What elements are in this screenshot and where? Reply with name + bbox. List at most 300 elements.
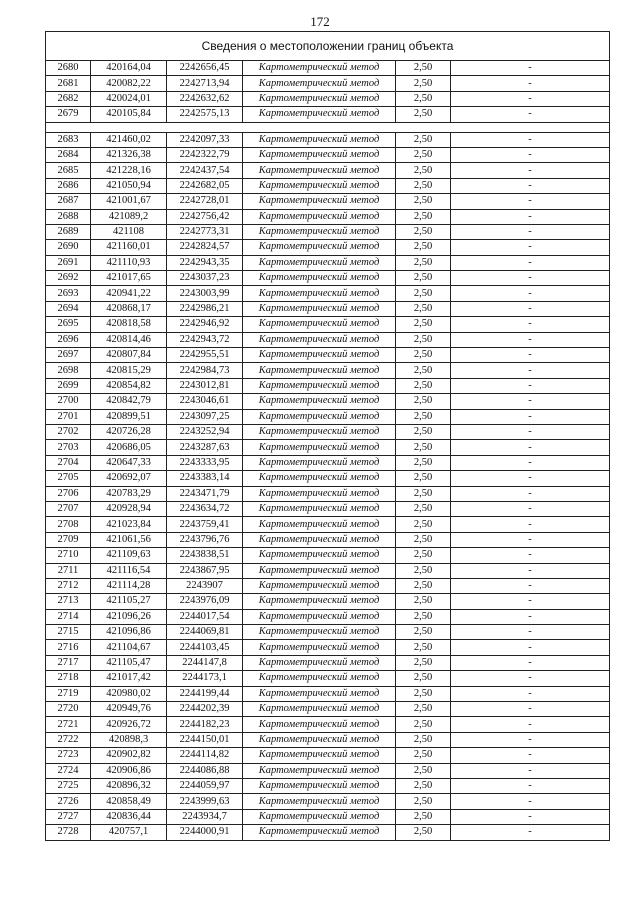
y-coordinate-cell: 2242575,13 <box>167 107 243 122</box>
description-cell: - <box>451 76 610 91</box>
method-cell: Картометрический метод <box>243 394 396 409</box>
method-cell: Картометрический метод <box>243 255 396 270</box>
y-coordinate-cell: 2242728,01 <box>167 194 243 209</box>
point-number-cell: 2721 <box>46 717 91 732</box>
y-coordinate-cell: 2242097,33 <box>167 132 243 147</box>
table-row <box>46 486 610 501</box>
point-number-cell: 2698 <box>46 363 91 378</box>
description-cell: - <box>451 317 610 332</box>
method-cell: Картометрический метод <box>243 440 396 455</box>
x-coordinate-cell: 421089,2 <box>91 209 167 224</box>
point-number-cell: 2727 <box>46 809 91 824</box>
description-cell: - <box>451 594 610 609</box>
accuracy-cell: 2,50 <box>396 609 451 624</box>
x-coordinate-cell: 420928,94 <box>91 501 167 516</box>
method-cell: Картометрический метод <box>243 625 396 640</box>
table-row <box>46 255 610 270</box>
accuracy-cell: 2,50 <box>396 809 451 824</box>
table-row <box>46 809 610 824</box>
y-coordinate-cell: 2243252,94 <box>167 424 243 439</box>
x-coordinate-cell: 421460,02 <box>91 132 167 147</box>
table-row <box>46 609 610 624</box>
method-cell: Картометрический метод <box>243 717 396 732</box>
accuracy-cell: 2,50 <box>396 717 451 732</box>
table-row <box>46 563 610 578</box>
method-cell: Картометрический метод <box>243 825 396 840</box>
x-coordinate-cell: 420836,44 <box>91 809 167 824</box>
accuracy-cell: 2,50 <box>396 163 451 178</box>
accuracy-cell: 2,50 <box>396 625 451 640</box>
table-row <box>46 271 610 286</box>
method-cell: Картометрический метод <box>243 107 396 122</box>
table-row <box>46 655 610 670</box>
description-cell: - <box>451 286 610 301</box>
page-number: 172 <box>310 14 330 29</box>
method-cell: Картометрический метод <box>243 348 396 363</box>
point-number-cell: 2706 <box>46 486 91 501</box>
point-number-cell: 2704 <box>46 455 91 470</box>
description-cell: - <box>451 348 610 363</box>
method-cell: Картометрический метод <box>243 378 396 393</box>
y-coordinate-cell: 2242984,73 <box>167 363 243 378</box>
point-number-cell: 2685 <box>46 163 91 178</box>
method-cell: Картометрический метод <box>243 732 396 747</box>
table-row <box>46 763 610 778</box>
x-coordinate-cell: 420757,1 <box>91 825 167 840</box>
x-coordinate-cell: 420902,82 <box>91 748 167 763</box>
method-cell: Картометрический метод <box>243 763 396 778</box>
accuracy-cell: 2,50 <box>396 317 451 332</box>
description-cell: - <box>451 471 610 486</box>
y-coordinate-cell: 2243999,63 <box>167 794 243 809</box>
point-number-cell: 2703 <box>46 440 91 455</box>
description-cell: - <box>451 702 610 717</box>
table-row <box>46 717 610 732</box>
x-coordinate-cell: 421114,28 <box>91 578 167 593</box>
method-cell: Картометрический метод <box>243 194 396 209</box>
x-coordinate-cell: 421108 <box>91 224 167 239</box>
description-cell: - <box>451 732 610 747</box>
point-number-cell: 2683 <box>46 132 91 147</box>
x-coordinate-cell: 421061,56 <box>91 532 167 547</box>
y-coordinate-cell: 2243383,14 <box>167 471 243 486</box>
point-number-cell: 2684 <box>46 147 91 162</box>
point-number-cell: 2708 <box>46 517 91 532</box>
point-number-cell: 2723 <box>46 748 91 763</box>
accuracy-cell: 2,50 <box>396 548 451 563</box>
point-number-cell: 2715 <box>46 625 91 640</box>
x-coordinate-cell: 420898,3 <box>91 732 167 747</box>
point-number-cell: 2711 <box>46 563 91 578</box>
x-coordinate-cell: 421110,93 <box>91 255 167 270</box>
description-cell: - <box>451 655 610 670</box>
method-cell: Картометрический метод <box>243 609 396 624</box>
accuracy-cell: 2,50 <box>396 794 451 809</box>
point-number-cell: 2681 <box>46 76 91 91</box>
method-cell: Картометрический метод <box>243 91 396 106</box>
accuracy-cell: 2,50 <box>396 732 451 747</box>
description-cell: - <box>451 671 610 686</box>
description-cell: - <box>451 224 610 239</box>
table-row <box>46 286 610 301</box>
method-cell: Картометрический метод <box>243 76 396 91</box>
x-coordinate-cell: 420815,29 <box>91 363 167 378</box>
accuracy-cell: 2,50 <box>396 686 451 701</box>
x-coordinate-cell: 420783,29 <box>91 486 167 501</box>
description-cell: - <box>451 532 610 547</box>
point-number-cell: 2694 <box>46 301 91 316</box>
table-row <box>46 532 610 547</box>
method-cell: Картометрический метод <box>243 317 396 332</box>
y-coordinate-cell: 2243907 <box>167 578 243 593</box>
y-coordinate-cell: 2244059,97 <box>167 778 243 793</box>
x-coordinate-cell: 421160,01 <box>91 240 167 255</box>
y-coordinate-cell: 2243046,61 <box>167 394 243 409</box>
method-cell: Картометрический метод <box>243 532 396 547</box>
x-coordinate-cell: 420164,04 <box>91 61 167 76</box>
description-cell: - <box>451 132 610 147</box>
point-number-cell: 2722 <box>46 732 91 747</box>
point-number-cell: 2689 <box>46 224 91 239</box>
description-cell: - <box>451 501 610 516</box>
accuracy-cell: 2,50 <box>396 825 451 840</box>
x-coordinate-cell: 421050,94 <box>91 178 167 193</box>
point-number-cell: 2692 <box>46 271 91 286</box>
x-coordinate-cell: 420906,86 <box>91 763 167 778</box>
description-cell: - <box>451 809 610 824</box>
y-coordinate-cell: 2244173,1 <box>167 671 243 686</box>
y-coordinate-cell: 2242946,92 <box>167 317 243 332</box>
x-coordinate-cell: 421116,54 <box>91 563 167 578</box>
description-cell: - <box>451 609 610 624</box>
accuracy-cell: 2,50 <box>396 440 451 455</box>
accuracy-cell: 2,50 <box>396 178 451 193</box>
x-coordinate-cell: 421105,27 <box>91 594 167 609</box>
point-number-cell: 2701 <box>46 409 91 424</box>
point-number-cell: 2697 <box>46 348 91 363</box>
x-coordinate-cell: 421096,26 <box>91 609 167 624</box>
description-cell: - <box>451 625 610 640</box>
table-row <box>46 825 610 840</box>
point-number-cell: 2718 <box>46 671 91 686</box>
method-cell: Картометрический метод <box>243 655 396 670</box>
y-coordinate-cell: 2242955,51 <box>167 348 243 363</box>
boundary-table <box>45 31 610 841</box>
description-cell: - <box>451 578 610 593</box>
table-row <box>46 794 610 809</box>
table-row <box>46 132 610 147</box>
accuracy-cell: 2,50 <box>396 702 451 717</box>
accuracy-cell: 2,50 <box>396 563 451 578</box>
y-coordinate-cell: 2243867,95 <box>167 563 243 578</box>
table-row <box>46 194 610 209</box>
method-cell: Картометрический метод <box>243 778 396 793</box>
point-number-cell: 2691 <box>46 255 91 270</box>
method-cell: Картометрический метод <box>243 794 396 809</box>
table-row <box>46 732 610 747</box>
y-coordinate-cell: 2244114,82 <box>167 748 243 763</box>
table-row <box>46 317 610 332</box>
description-cell: - <box>451 763 610 778</box>
y-coordinate-cell: 2244147,8 <box>167 655 243 670</box>
y-coordinate-cell: 2244103,45 <box>167 640 243 655</box>
accuracy-cell: 2,50 <box>396 409 451 424</box>
point-number-cell: 2719 <box>46 686 91 701</box>
x-coordinate-cell: 420980,02 <box>91 686 167 701</box>
x-coordinate-cell: 420105,84 <box>91 107 167 122</box>
y-coordinate-cell: 2242437,54 <box>167 163 243 178</box>
x-coordinate-cell: 421017,42 <box>91 671 167 686</box>
table-row <box>46 594 610 609</box>
group-separator-cell <box>46 122 610 132</box>
x-coordinate-cell: 421017,65 <box>91 271 167 286</box>
x-coordinate-cell: 420686,05 <box>91 440 167 455</box>
y-coordinate-cell: 2244150,01 <box>167 732 243 747</box>
method-cell: Картометрический метод <box>243 424 396 439</box>
x-coordinate-cell: 420854,82 <box>91 378 167 393</box>
method-cell: Картометрический метод <box>243 594 396 609</box>
accuracy-cell: 2,50 <box>396 671 451 686</box>
description-cell: - <box>451 240 610 255</box>
description-cell: - <box>451 409 610 424</box>
y-coordinate-cell: 2242986,21 <box>167 301 243 316</box>
x-coordinate-cell: 420647,33 <box>91 455 167 470</box>
accuracy-cell: 2,50 <box>396 655 451 670</box>
x-coordinate-cell: 420868,17 <box>91 301 167 316</box>
table-row <box>46 578 610 593</box>
accuracy-cell: 2,50 <box>396 209 451 224</box>
method-cell: Картометрический метод <box>243 748 396 763</box>
accuracy-cell: 2,50 <box>396 532 451 547</box>
table-title-row <box>46 32 610 61</box>
description-cell: - <box>451 147 610 162</box>
y-coordinate-cell: 2242943,72 <box>167 332 243 347</box>
accuracy-cell: 2,50 <box>396 332 451 347</box>
description-cell: - <box>451 748 610 763</box>
table-row <box>46 178 610 193</box>
x-coordinate-cell: 421326,38 <box>91 147 167 162</box>
method-cell: Картометрический метод <box>243 209 396 224</box>
description-cell: - <box>451 548 610 563</box>
method-cell: Картометрический метод <box>243 809 396 824</box>
y-coordinate-cell: 2243976,09 <box>167 594 243 609</box>
accuracy-cell: 2,50 <box>396 348 451 363</box>
y-coordinate-cell: 2243003,99 <box>167 286 243 301</box>
accuracy-cell: 2,50 <box>396 763 451 778</box>
y-coordinate-cell: 2244000,91 <box>167 825 243 840</box>
y-coordinate-cell: 2244069,81 <box>167 625 243 640</box>
method-cell: Картометрический метод <box>243 640 396 655</box>
y-coordinate-cell: 2243471,79 <box>167 486 243 501</box>
point-number-cell: 2725 <box>46 778 91 793</box>
x-coordinate-cell: 421001,67 <box>91 194 167 209</box>
x-coordinate-cell: 420726,28 <box>91 424 167 439</box>
x-coordinate-cell: 421228,16 <box>91 163 167 178</box>
accuracy-cell: 2,50 <box>396 363 451 378</box>
x-coordinate-cell: 420082,22 <box>91 76 167 91</box>
y-coordinate-cell: 2243097,25 <box>167 409 243 424</box>
accuracy-cell: 2,50 <box>396 271 451 286</box>
accuracy-cell: 2,50 <box>396 240 451 255</box>
y-coordinate-cell: 2242322,79 <box>167 147 243 162</box>
table-row <box>46 471 610 486</box>
y-coordinate-cell: 2242656,45 <box>167 61 243 76</box>
table-row <box>46 625 610 640</box>
x-coordinate-cell: 420814,46 <box>91 332 167 347</box>
table-title: Сведения о местоположении границ объекта <box>46 32 610 61</box>
y-coordinate-cell: 2242943,35 <box>167 255 243 270</box>
accuracy-cell: 2,50 <box>396 61 451 76</box>
y-coordinate-cell: 2242632,62 <box>167 91 243 106</box>
method-cell: Картометрический метод <box>243 363 396 378</box>
x-coordinate-cell: 421023,84 <box>91 517 167 532</box>
description-cell: - <box>451 91 610 106</box>
accuracy-cell: 2,50 <box>396 455 451 470</box>
description-cell: - <box>451 640 610 655</box>
method-cell: Картометрический метод <box>243 455 396 470</box>
x-coordinate-cell: 421096,86 <box>91 625 167 640</box>
description-cell: - <box>451 163 610 178</box>
accuracy-cell: 2,50 <box>396 91 451 106</box>
point-number-cell: 2679 <box>46 107 91 122</box>
table-row <box>46 240 610 255</box>
accuracy-cell: 2,50 <box>396 640 451 655</box>
y-coordinate-cell: 2242756,42 <box>167 209 243 224</box>
point-number-cell: 2690 <box>46 240 91 255</box>
table-row <box>46 640 610 655</box>
table-row <box>46 671 610 686</box>
table-row <box>46 748 610 763</box>
method-cell: Картометрический метод <box>243 240 396 255</box>
point-number-cell: 2707 <box>46 501 91 516</box>
point-number-cell: 2717 <box>46 655 91 670</box>
accuracy-cell: 2,50 <box>396 778 451 793</box>
table-row <box>46 686 610 701</box>
table-row <box>46 517 610 532</box>
point-number-cell: 2696 <box>46 332 91 347</box>
y-coordinate-cell: 2244199,44 <box>167 686 243 701</box>
accuracy-cell: 2,50 <box>396 194 451 209</box>
description-cell: - <box>451 363 610 378</box>
method-cell: Картометрический метод <box>243 163 396 178</box>
y-coordinate-cell: 2243838,51 <box>167 548 243 563</box>
description-cell: - <box>451 455 610 470</box>
table-row <box>46 424 610 439</box>
y-coordinate-cell: 2242824,57 <box>167 240 243 255</box>
method-cell: Картометрический метод <box>243 486 396 501</box>
description-cell: - <box>451 61 610 76</box>
x-coordinate-cell: 420896,32 <box>91 778 167 793</box>
description-cell: - <box>451 271 610 286</box>
point-number-cell: 2709 <box>46 532 91 547</box>
description-cell: - <box>451 778 610 793</box>
method-cell: Картометрический метод <box>243 301 396 316</box>
description-cell: - <box>451 209 610 224</box>
table-row <box>46 394 610 409</box>
point-number-cell: 2700 <box>46 394 91 409</box>
group-separator-row <box>46 122 610 132</box>
method-cell: Картометрический метод <box>243 61 396 76</box>
x-coordinate-cell: 420858,49 <box>91 794 167 809</box>
accuracy-cell: 2,50 <box>396 286 451 301</box>
description-cell: - <box>451 486 610 501</box>
method-cell: Картометрический метод <box>243 471 396 486</box>
x-coordinate-cell: 420807,84 <box>91 348 167 363</box>
accuracy-cell: 2,50 <box>396 471 451 486</box>
method-cell: Картометрический метод <box>243 686 396 701</box>
table-row <box>46 363 610 378</box>
point-number-cell: 2712 <box>46 578 91 593</box>
description-cell: - <box>451 794 610 809</box>
x-coordinate-cell: 421109,63 <box>91 548 167 563</box>
method-cell: Картометрический метод <box>243 578 396 593</box>
description-cell: - <box>451 194 610 209</box>
table-row <box>46 455 610 470</box>
method-cell: Картометрический метод <box>243 671 396 686</box>
table-row <box>46 163 610 178</box>
description-cell: - <box>451 825 610 840</box>
method-cell: Картометрический метод <box>243 501 396 516</box>
table-row <box>46 224 610 239</box>
y-coordinate-cell: 2244182,23 <box>167 717 243 732</box>
y-coordinate-cell: 2244017,54 <box>167 609 243 624</box>
description-cell: - <box>451 255 610 270</box>
y-coordinate-cell: 2242773,31 <box>167 224 243 239</box>
y-coordinate-cell: 2243759,41 <box>167 517 243 532</box>
x-coordinate-cell: 420941,22 <box>91 286 167 301</box>
y-coordinate-cell: 2244086,88 <box>167 763 243 778</box>
point-number-cell: 2695 <box>46 317 91 332</box>
table-row <box>46 501 610 516</box>
point-number-cell: 2705 <box>46 471 91 486</box>
description-cell: - <box>451 717 610 732</box>
method-cell: Картометрический метод <box>243 548 396 563</box>
table-row <box>46 378 610 393</box>
accuracy-cell: 2,50 <box>396 301 451 316</box>
accuracy-cell: 2,50 <box>396 748 451 763</box>
method-cell: Картометрический метод <box>243 132 396 147</box>
boundary-sheet <box>45 31 609 841</box>
method-cell: Картометрический метод <box>243 409 396 424</box>
accuracy-cell: 2,50 <box>396 378 451 393</box>
method-cell: Картометрический метод <box>243 147 396 162</box>
x-coordinate-cell: 420818,58 <box>91 317 167 332</box>
x-coordinate-cell: 420692,07 <box>91 471 167 486</box>
accuracy-cell: 2,50 <box>396 255 451 270</box>
y-coordinate-cell: 2243037,23 <box>167 271 243 286</box>
accuracy-cell: 2,50 <box>396 76 451 91</box>
table-row <box>46 301 610 316</box>
point-number-cell: 2687 <box>46 194 91 209</box>
accuracy-cell: 2,50 <box>396 517 451 532</box>
point-number-cell: 2724 <box>46 763 91 778</box>
description-cell: - <box>451 332 610 347</box>
x-coordinate-cell: 421104,67 <box>91 640 167 655</box>
description-cell: - <box>451 378 610 393</box>
point-number-cell: 2728 <box>46 825 91 840</box>
accuracy-cell: 2,50 <box>396 578 451 593</box>
table-row <box>46 348 610 363</box>
table-row <box>46 147 610 162</box>
point-number-cell: 2680 <box>46 61 91 76</box>
point-number-cell: 2686 <box>46 178 91 193</box>
accuracy-cell: 2,50 <box>396 107 451 122</box>
description-cell: - <box>451 394 610 409</box>
accuracy-cell: 2,50 <box>396 224 451 239</box>
method-cell: Картометрический метод <box>243 332 396 347</box>
point-number-cell: 2693 <box>46 286 91 301</box>
accuracy-cell: 2,50 <box>396 147 451 162</box>
